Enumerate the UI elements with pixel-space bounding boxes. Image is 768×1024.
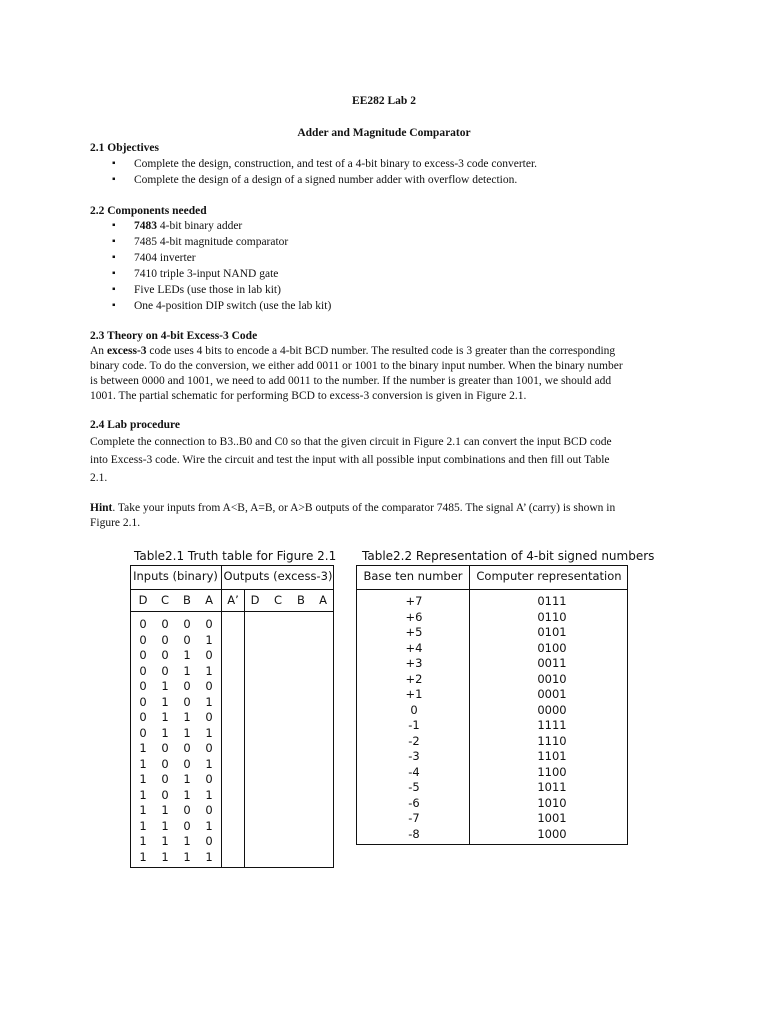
computer-rep-cell: 0111 — [537, 594, 567, 608]
table-cell: 1 — [183, 648, 191, 662]
table-cell: 1 — [161, 679, 169, 693]
computer-rep-cell: 0001 — [537, 687, 567, 701]
table-cell: 0 — [161, 787, 169, 802]
table-cell: 1 — [183, 710, 191, 724]
table-cell: 1 — [205, 756, 213, 771]
table-cell: 0 — [183, 818, 191, 833]
computer-rep-cell: 0000 — [537, 702, 567, 717]
computer-rep-cell: 0011 — [537, 656, 567, 670]
table-cell: 1 — [139, 756, 147, 771]
table-cell: 0 — [183, 741, 191, 755]
table-cell: 1 — [183, 725, 191, 740]
table-divider — [221, 565, 222, 868]
table-divider — [244, 589, 245, 868]
base-ten-cell: -5 — [408, 780, 420, 794]
doc-title: Adder and Magnitude Comparator — [297, 127, 471, 139]
computer-rep-cell: 1101 — [537, 749, 567, 763]
table-cell: 0 — [205, 710, 213, 724]
table-cell: 0 — [139, 710, 147, 724]
theory-line: binary code. To do the conversion, we either add 0011 or 1001 to the binary input number. When the binary number — [90, 360, 623, 372]
base-ten-cell: +3 — [405, 656, 423, 670]
table-cell: 0 — [205, 803, 213, 817]
table-cell: 1 — [183, 787, 191, 802]
table-cell: 0 — [139, 679, 147, 693]
table-cell: 0 — [139, 632, 147, 647]
table-cell: 1 — [205, 849, 213, 864]
computer-rep-cell: 0101 — [537, 625, 567, 639]
table-cell: 0 — [205, 679, 213, 693]
col-header: B — [297, 593, 305, 607]
computer-rep-cell: 1110 — [537, 733, 567, 748]
col-header: C — [273, 593, 283, 607]
computer-rep-cell: 1010 — [537, 795, 567, 810]
table-cell: 0 — [139, 663, 147, 678]
col-header: A’ — [227, 593, 239, 607]
table-rule — [130, 611, 334, 612]
table-cell: 0 — [161, 772, 169, 786]
base-ten-cell: +1 — [405, 687, 423, 701]
col-header: D — [138, 593, 148, 607]
table-cell: 1 — [139, 834, 147, 848]
table-cell: 1 — [161, 725, 169, 740]
base-ten-cell: -6 — [408, 795, 420, 810]
table-cell: 0 — [183, 679, 191, 693]
theory-heading: 2.3 Theory on 4-bit Excess-3 Code — [90, 330, 258, 342]
list-item — [112, 218, 331, 234]
objectives-list — [112, 156, 537, 188]
table-cell: 1 — [205, 632, 213, 647]
part-description: 4-bit binary adder — [157, 220, 243, 232]
theory-paragraph — [90, 344, 670, 404]
list-item: ▪ One 4-position DIP switch (use the lab kit) — [112, 298, 331, 314]
table-cell: 1 — [139, 818, 147, 833]
lab-title: EE282 Lab 2 — [352, 95, 416, 107]
table-cell: 0 — [161, 741, 169, 755]
table-cell: 0 — [205, 617, 213, 631]
table-cell: 1 — [161, 849, 169, 864]
base-ten-cell: -7 — [408, 811, 420, 825]
table-cell: 0 — [161, 617, 169, 631]
table-cell: 1 — [139, 849, 147, 864]
procedure-line: Complete the connection to B3..B0 and C0 so that the given circuit in Figure 2.1 can convert the input BCD code — [90, 436, 612, 448]
table-cell: 0 — [205, 834, 213, 848]
base-ten-cell: +4 — [405, 640, 423, 655]
table-cell: 0 — [205, 772, 213, 786]
base-ten-cell: -4 — [408, 764, 420, 779]
theory-term: excess-3 — [106, 345, 147, 357]
table-cell: 0 — [139, 694, 147, 709]
table-cell: 1 — [161, 834, 169, 848]
table-cell: 0 — [183, 617, 191, 631]
base-ten-cell: -2 — [408, 733, 420, 748]
table-cell: 1 — [183, 772, 191, 786]
hint-line: Figure 2.1. — [90, 517, 141, 529]
hint-text: . Take your inputs from A<B, A=B, or A>B outputs of the comparator 7485. The signal A’ (carry) is shown in — [112, 502, 616, 514]
list-item: ▪ Complete the design of a design of a signed number adder with overflow detection. — [112, 172, 537, 188]
table-cell: 1 — [139, 741, 147, 755]
base-ten-cell: +5 — [405, 625, 423, 639]
table-cell: 1 — [183, 663, 191, 678]
table-divider — [469, 565, 470, 845]
components-heading: 2.2 Components needed — [90, 205, 207, 217]
base-ten-cell: -3 — [408, 749, 420, 763]
computer-rep-header: Computer representation — [476, 569, 622, 583]
table-cell: 0 — [161, 632, 169, 647]
table-cell: 1 — [205, 725, 213, 740]
theory-line — [90, 344, 670, 359]
table-cell: 1 — [183, 849, 191, 864]
procedure-line: 2.1. — [90, 472, 108, 484]
table-cell: 0 — [161, 663, 169, 678]
list-item: ▪ Five LEDs (use those in lab kit) — [112, 282, 331, 298]
table-cell: 0 — [183, 803, 191, 817]
objectives-heading: 2.1 Objectives — [90, 142, 159, 154]
theory-text: code uses 4 bits to encode a 4-bit BCD number. The resulted code is 3 greater than the corresponding — [146, 345, 616, 357]
table-cell: 1 — [205, 818, 213, 833]
hint-paragraph — [90, 501, 670, 531]
table2-caption: Table2.2 Representation of 4-bit signed numbers — [362, 549, 655, 563]
table-cell: 1 — [139, 787, 147, 802]
table-cell: 0 — [183, 694, 191, 709]
table-cell: 0 — [139, 725, 147, 740]
base-ten-cell: +6 — [405, 609, 423, 624]
computer-rep-cell: 0110 — [537, 609, 567, 624]
computer-rep-cell: 1011 — [537, 780, 567, 794]
table-cell: 0 — [139, 648, 147, 662]
table-cell: 0 — [161, 648, 169, 662]
col-header: A — [205, 593, 213, 607]
base-ten-cell: 0 — [410, 702, 418, 717]
table-cell: 1 — [139, 803, 147, 817]
col-header: C — [160, 593, 170, 607]
computer-rep-cell: 1001 — [537, 811, 567, 825]
table-cell: 1 — [205, 787, 213, 802]
table-cell: 0 — [139, 617, 147, 631]
table-cell: 1 — [161, 803, 169, 817]
procedure-paragraph — [90, 433, 670, 487]
inputs-group-header: Inputs (binary) — [133, 569, 218, 583]
table-cell: 1 — [161, 710, 169, 724]
base-ten-cell: -8 — [408, 826, 420, 841]
components-list — [112, 218, 331, 314]
col-header: D — [250, 593, 260, 607]
procedure-line: into Excess-3 code. Wire the circuit and test the input with all possible input combinations and then fill out Table — [90, 454, 610, 466]
table-cell: 1 — [161, 818, 169, 833]
table-cell: 0 — [161, 756, 169, 771]
computer-rep-cell: 0100 — [537, 640, 567, 655]
computer-rep-cell: 1111 — [537, 718, 567, 732]
table-cell: 0 — [183, 756, 191, 771]
table1-caption: Table2.1 Truth table for Figure 2.1 — [134, 549, 337, 563]
hint-label: Hint — [90, 502, 113, 514]
theory-line: is between 0000 and 1001, we need to add 0011 to the number. If the number is greater than 1001, we should add — [90, 375, 612, 387]
table-cell: 1 — [139, 772, 147, 786]
base-ten-header: Base ten number — [363, 569, 463, 583]
base-ten-cell: +2 — [405, 671, 423, 686]
part-number: 7483 — [134, 220, 157, 232]
table-rule — [130, 589, 334, 590]
table-cell: 0 — [183, 632, 191, 647]
list-item: ▪ Complete the design, construction, and test of a 4-bit binary to excess-3 code converter. — [112, 156, 537, 172]
procedure-heading: 2.4 Lab procedure — [90, 419, 180, 431]
list-item: ▪ 7404 inverter — [112, 250, 331, 266]
col-header: B — [183, 593, 191, 607]
table-cell: 1 — [205, 663, 213, 678]
theory-line: 1001. The partial schematic for performing BCD to excess-3 conversion is given in Figure 2.1. — [90, 390, 527, 402]
computer-rep-cell: 0010 — [537, 671, 567, 686]
table-cell: 0 — [205, 648, 213, 662]
list-item: ▪ 7485 4-bit magnitude comparator — [112, 234, 331, 250]
table-cell: 1 — [205, 694, 213, 709]
hint-line — [90, 501, 670, 516]
outputs-group-header: Outputs (excess-3) — [223, 569, 333, 583]
theory-lead: An — [90, 345, 107, 357]
computer-rep-cell: 1000 — [537, 826, 567, 841]
base-ten-cell: -1 — [408, 718, 420, 732]
table-cell: 1 — [161, 694, 169, 709]
computer-rep-cell: 1100 — [537, 764, 567, 779]
col-header: A — [319, 593, 327, 607]
base-ten-cell: +7 — [405, 594, 423, 608]
table-cell: 0 — [205, 741, 213, 755]
list-item: ▪ 7410 triple 3-input NAND gate — [112, 266, 331, 282]
table-rule — [356, 589, 628, 590]
table-cell: 1 — [183, 834, 191, 848]
